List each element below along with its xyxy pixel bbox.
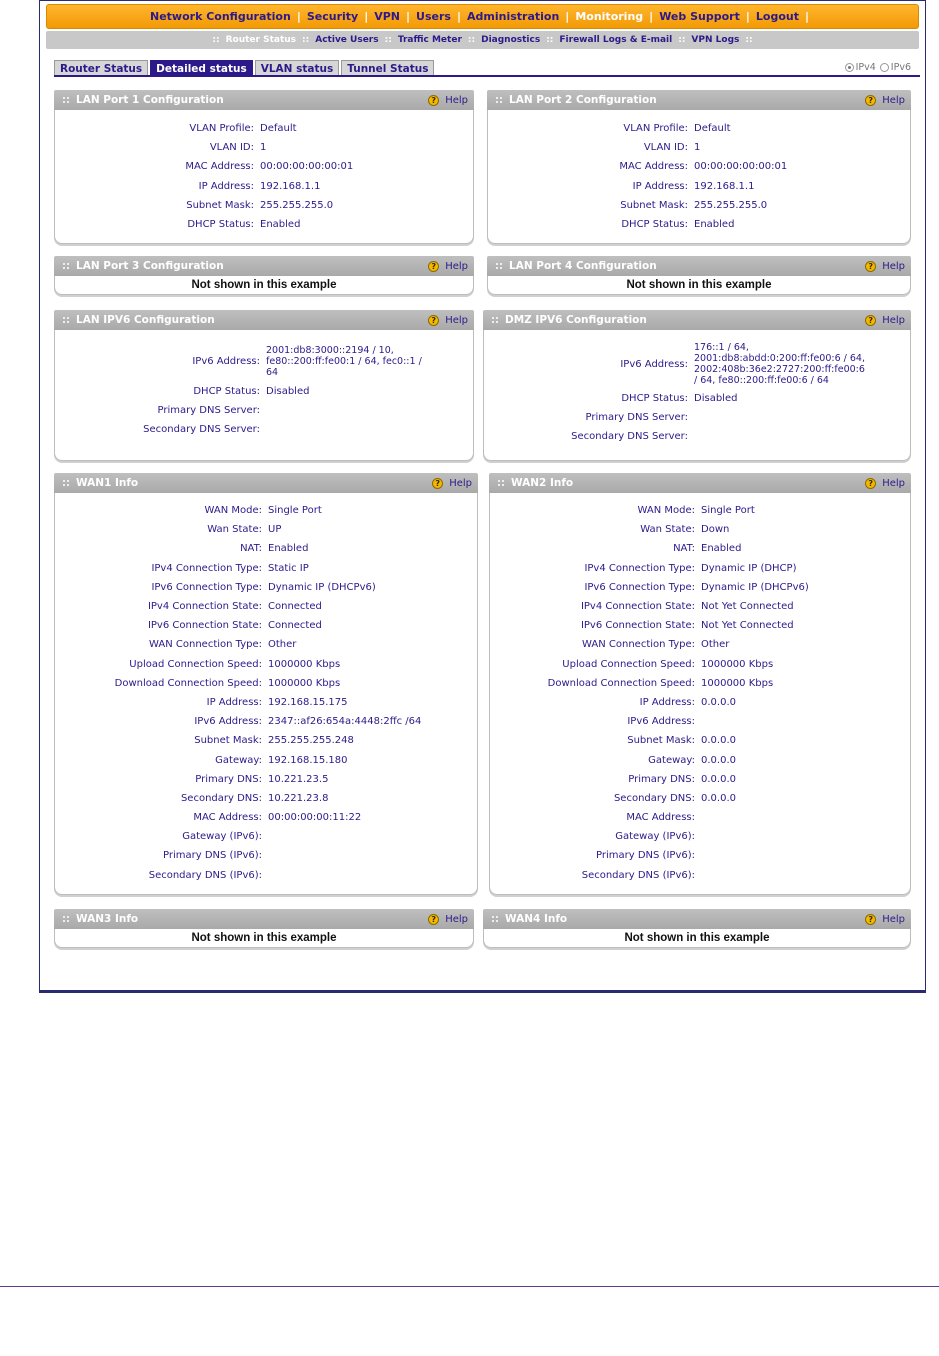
panel-header (487, 256, 911, 276)
wan2-info-panel (489, 473, 911, 895)
field-row-primary-dns-ipv6 (490, 846, 910, 865)
field-label: Secondary DNS Server: (571, 431, 688, 443)
field-row-dhcp-status (55, 215, 473, 234)
field-label: Gateway (IPv6): (182, 831, 262, 843)
field-row-subnet-mask (55, 196, 473, 215)
field-value: Dynamic IP (DHCPv6) (268, 581, 376, 593)
panel-title: LAN Port 4 Configuration (509, 260, 657, 272)
help-icon: ? (865, 261, 876, 272)
field-value: Dynamic IP (DHCPv6) (701, 581, 809, 593)
panel-body (483, 330, 911, 461)
field-label: IP Address: (639, 696, 695, 708)
field-label: MAC Address: (193, 812, 262, 824)
field-row-nat (490, 539, 910, 558)
field-label: Subnet Mask: (194, 735, 262, 747)
panel-header (487, 90, 911, 110)
field-value: 255.255.255.248 (268, 735, 354, 747)
panel-body (489, 493, 911, 895)
field-row-ipv4-connection-state (55, 597, 477, 616)
field-value: Enabled (268, 543, 309, 555)
field-label: WAN Connection Type: (149, 639, 262, 651)
field-value: 0.0.0.0 (701, 696, 736, 708)
subnav-router-status[interactable]: Router Status (225, 35, 297, 45)
panel-body (54, 110, 474, 244)
field-row-dhcp-status (488, 215, 910, 234)
field-label: IPv6 Connection State: (147, 620, 262, 632)
lan-ipv6-panel (54, 310, 474, 461)
subnav-traffic-meter[interactable]: Traffic Meter (397, 35, 462, 45)
field-row-ip-address (55, 693, 477, 712)
grip-icon (62, 96, 70, 104)
nav-monitoring[interactable]: Monitoring (575, 10, 644, 23)
field-row-wan-connection-type (55, 635, 477, 654)
wan4-info-panel (483, 909, 911, 948)
panel-body (54, 493, 478, 895)
field-row-primary-dns (55, 770, 477, 789)
subnav-separator: :: (302, 35, 310, 45)
field-row-primary-dns (490, 770, 910, 789)
field-value: Enabled (701, 543, 742, 555)
field-label: Secondary DNS Server: (143, 424, 260, 436)
field-value: 1 (694, 142, 701, 154)
field-row-ipv4-connection-state (490, 597, 910, 616)
field-value: Down (701, 524, 730, 536)
nav-separator: | (456, 10, 461, 23)
panel-header (54, 909, 474, 929)
field-value: UP (268, 524, 282, 536)
field-row-subnet-mask (488, 196, 910, 215)
nav-separator: | (745, 10, 750, 23)
ipv6-radio-label: IPv6 (890, 62, 911, 73)
field-value: 2347::af26:654a:4448:2ffc /64 (268, 716, 422, 728)
field-row-primary-dns-server (484, 408, 910, 427)
ipv6-address-row (55, 345, 473, 382)
help-icon: ? (428, 95, 439, 106)
help-link[interactable]: ? Help (428, 315, 468, 326)
field-value: 00:00:00:00:11:22 (268, 812, 362, 824)
field-label: MAC Address: (626, 812, 695, 824)
field-value: Other (701, 639, 730, 651)
panel-title: WAN3 Info (76, 913, 139, 925)
panel-title: LAN Port 1 Configuration (76, 94, 224, 106)
nav-users[interactable]: Users (416, 10, 451, 23)
not-shown-note: Not shown in this example (54, 276, 474, 295)
lan-port-2-panel (487, 90, 911, 244)
help-link[interactable]: ? Help (865, 914, 905, 925)
field-value: 1000000 Kbps (268, 658, 341, 670)
field-label: WAN Mode: (637, 505, 695, 517)
not-shown-note: Not shown in this example (483, 929, 911, 948)
field-label: IPv4 Connection State: (147, 601, 262, 613)
field-label: Gateway: (215, 754, 262, 766)
field-row-mac-address (55, 157, 473, 176)
nav-separator: | (804, 10, 809, 23)
lan-port-1-panel (54, 90, 474, 244)
field-label: WAN Mode: (204, 505, 262, 517)
field-row-ipv6-connection-type (490, 578, 910, 597)
field-label: NAT: (673, 543, 695, 555)
router-ui-frame (39, 0, 926, 993)
field-label: MAC Address: (185, 161, 254, 173)
grip-icon (495, 262, 503, 270)
lan-port-3-panel (54, 256, 474, 295)
dmz-ipv6-panel (483, 310, 911, 461)
field-label: VLAN Profile: (623, 123, 688, 135)
field-label: Upload Connection Speed: (129, 658, 262, 670)
panel-header (489, 473, 911, 493)
field-row-vlan-id (55, 138, 473, 157)
help-link[interactable]: ? Help (428, 95, 468, 106)
field-row-secondary-dns (55, 789, 477, 808)
field-row-wan-mode (55, 501, 477, 520)
wan3-info-panel (54, 909, 474, 948)
field-label: IPv4 Connection State: (580, 601, 695, 613)
field-row-primary-dns-server (55, 401, 473, 420)
help-link[interactable]: ? Help (865, 95, 905, 106)
subnav-active-users[interactable]: Active Users (315, 35, 379, 45)
help-icon: ? (865, 315, 876, 326)
panel-title: WAN2 Info (511, 477, 574, 489)
help-icon: ? (428, 261, 439, 272)
sub-navigation (46, 31, 919, 49)
field-row-ip-address (488, 177, 910, 196)
field-value: Not Yet Connected (701, 620, 794, 632)
field-value: 0.0.0.0 (701, 792, 736, 804)
field-value: Enabled (260, 219, 301, 231)
field-value: Connected (268, 601, 322, 613)
field-label: Primary DNS: (628, 773, 695, 785)
field-label: Upload Connection Speed: (562, 658, 695, 670)
field-row-ipv4-connection-type (55, 559, 477, 578)
not-shown-note: Not shown in this example (487, 276, 911, 295)
ip-version-toggle (841, 62, 911, 73)
field-row-gateway-ipv6 (490, 827, 910, 846)
subnav-separator: :: (546, 35, 554, 45)
help-icon: ? (865, 478, 876, 489)
field-label: Secondary DNS: (180, 792, 262, 804)
field-row-gateway-ipv6 (55, 827, 477, 846)
help-link[interactable]: ? Help (428, 914, 468, 925)
field-value: 10.221.23.8 (268, 792, 329, 804)
help-link[interactable]: ? Help (428, 261, 468, 272)
panel-title: LAN Port 2 Configuration (509, 94, 657, 106)
help-link[interactable]: ? Help (865, 315, 905, 326)
field-label: IP Address: (632, 180, 688, 192)
panel-header (54, 473, 478, 493)
panel-title: DMZ IPV6 Configuration (505, 314, 647, 326)
panel-header (54, 310, 474, 330)
field-value: 255.255.255.0 (694, 199, 768, 211)
tab-tunnel-status[interactable]: Tunnel Status (341, 60, 434, 77)
field-label: DHCP Status: (621, 393, 688, 405)
lan-port-4-panel (487, 256, 911, 295)
field-value: 10.221.23.5 (268, 773, 329, 785)
ipv6-radio[interactable] (880, 63, 889, 72)
field-row-wan-connection-type (490, 635, 910, 654)
field-label: DHCP Status: (621, 219, 688, 231)
subnav-separator: :: (212, 35, 220, 45)
field-value: Enabled (694, 219, 735, 231)
help-icon: ? (428, 315, 439, 326)
field-row-dhcp-status (55, 382, 473, 401)
help-icon: ? (865, 95, 876, 106)
field-label: Wan State: (640, 524, 695, 536)
grip-icon (62, 479, 70, 487)
field-value: Single Port (268, 505, 322, 517)
field-value: Other (268, 639, 297, 651)
tab-vlan-status[interactable]: VLAN status (255, 60, 340, 77)
field-row-gateway (55, 750, 477, 769)
field-row-upload-connection-speed (490, 655, 910, 674)
field-value: 1 (260, 142, 267, 154)
field-row-secondary-dns-server (484, 427, 910, 446)
field-label: IPv6 Connection Type: (151, 581, 262, 593)
help-link[interactable]: ? Help (432, 478, 472, 489)
subnav-vpn-logs[interactable]: VPN Logs (691, 35, 740, 45)
field-label: DHCP Status: (193, 386, 260, 398)
field-value: 192.168.1.1 (694, 180, 755, 192)
field-label: Primary DNS: (195, 773, 262, 785)
field-value: Disabled (694, 393, 738, 405)
field-value: 1000000 Kbps (701, 677, 774, 689)
field-row-nat (55, 539, 477, 558)
field-label: Download Connection Speed: (547, 677, 695, 689)
subnav-diagnostics[interactable]: Diagnostics (481, 35, 541, 45)
field-label: IPv6 Address: (192, 356, 260, 367)
field-value: Connected (268, 620, 322, 632)
panel-body (54, 330, 474, 461)
field-value: Dynamic IP (DHCP) (701, 562, 797, 574)
field-row-ipv6-connection-state (55, 616, 477, 635)
subnav-firewall-logs-e-mail[interactable]: Firewall Logs & E-mail (559, 35, 673, 45)
panel-body (487, 110, 911, 244)
field-label: IPv6 Connection State: (580, 620, 695, 632)
page-divider (0, 1286, 939, 1287)
field-label: Primary DNS Server: (585, 412, 688, 424)
field-label: Subnet Mask: (627, 735, 695, 747)
field-label: VLAN Profile: (189, 123, 254, 135)
wan1-info-panel (54, 473, 478, 895)
field-label: MAC Address: (619, 161, 688, 173)
field-row-wan-state (490, 520, 910, 539)
panel-title: WAN4 Info (505, 913, 568, 925)
field-row-subnet-mask (55, 731, 477, 750)
field-label: IPv4 Connection Type: (584, 562, 695, 574)
field-label: VLAN ID: (209, 142, 254, 154)
help-icon: ? (432, 478, 443, 489)
field-row-ip-address (55, 177, 473, 196)
panel-title: LAN Port 3 Configuration (76, 260, 224, 272)
field-row-mac-address (490, 808, 910, 827)
field-row-vlan-id (488, 138, 910, 157)
nav-separator: | (649, 10, 654, 23)
field-value: 192.168.15.180 (268, 754, 348, 766)
field-row-ipv4-connection-type (490, 559, 910, 578)
subnav-separator: :: (678, 35, 686, 45)
nav-vpn[interactable]: VPN (374, 10, 401, 23)
grip-icon (491, 915, 499, 923)
field-label: IPv6 Address: (194, 716, 262, 728)
nav-security[interactable]: Security (306, 10, 359, 23)
field-value: 0.0.0.0 (701, 754, 736, 766)
field-label: Wan State: (207, 524, 262, 536)
grip-icon (495, 96, 503, 104)
field-row-ipv6-address (490, 712, 910, 731)
subnav-separator: :: (467, 35, 476, 45)
field-row-mac-address (488, 157, 910, 176)
panel-header (54, 256, 474, 276)
field-label: IPv6 Address: (627, 716, 695, 728)
field-value: Default (260, 123, 297, 135)
field-label: Primary DNS Server: (157, 405, 260, 417)
field-label: Secondary DNS (IPv6): (148, 869, 262, 881)
help-icon: ? (428, 914, 439, 925)
field-value: 00:00:00:00:00:01 (694, 161, 788, 173)
subnav-separator: :: (745, 35, 753, 45)
grip-icon (62, 262, 70, 270)
field-label: WAN Connection Type: (582, 639, 695, 651)
field-value: 0.0.0.0 (701, 773, 736, 785)
field-value: 2001:db8:3000::2194 / 10, fe80::200:ff:fe00:1 / 64, fec0::1 / 64 (266, 345, 422, 378)
ipv6-rows (55, 382, 473, 440)
field-row-download-connection-speed (490, 674, 910, 693)
field-row-upload-connection-speed (55, 655, 477, 674)
field-label: Subnet Mask: (186, 199, 254, 211)
field-value: Single Port (701, 505, 755, 517)
help-icon: ? (865, 914, 876, 925)
ipv4-radio[interactable] (845, 63, 854, 72)
help-link[interactable]: ? Help (865, 261, 905, 272)
ipv6-rows (484, 389, 910, 447)
field-row-ipv6-connection-state (490, 616, 910, 635)
field-row-secondary-dns-server (55, 420, 473, 439)
tab-router-status[interactable]: Router Status (54, 60, 148, 77)
nav-logout[interactable]: Logout (755, 10, 799, 23)
field-label: IP Address: (206, 696, 262, 708)
field-value: Disabled (266, 386, 310, 398)
field-label: DHCP Status: (187, 219, 254, 231)
ipv4-radio-label: IPv4 (855, 62, 876, 73)
field-label: IPv6 Connection Type: (584, 581, 695, 593)
field-label: Download Connection Speed: (114, 677, 262, 689)
field-value: 192.168.15.175 (268, 696, 348, 708)
panel-header (54, 90, 474, 110)
field-label: Gateway: (648, 754, 695, 766)
field-label: IP Address: (198, 180, 254, 192)
field-row-vlan-profile (55, 119, 473, 138)
field-row-ipv6-address (55, 712, 477, 731)
field-row-ipv6-connection-type (55, 578, 477, 597)
field-label: Secondary DNS (IPv6): (581, 869, 695, 881)
nav-administration[interactable]: Administration (467, 10, 560, 23)
grip-icon (491, 316, 499, 324)
field-label: Subnet Mask: (620, 199, 688, 211)
field-value: 00:00:00:00:00:01 (260, 161, 354, 173)
field-label: Primary DNS (IPv6): (596, 850, 695, 862)
field-row-subnet-mask (490, 731, 910, 750)
help-link[interactable]: ? Help (865, 478, 905, 489)
grip-icon (62, 316, 70, 324)
field-value: 176::1 / 64, 2001:db8:abdd:0:200:ff:fe00:6 / 64, 2002:408b:36e2:2727:200:ff:fe00:6 / 64, fe80::200:ff:fe00:6 / 64 (694, 342, 865, 386)
nav-separator: | (296, 10, 301, 23)
field-label: NAT: (240, 543, 262, 555)
subnav-separator: :: (384, 35, 392, 45)
field-row-primary-dns-ipv6 (55, 846, 477, 865)
field-value: 192.168.1.1 (260, 180, 321, 192)
field-label: IPv4 Connection Type: (151, 562, 262, 574)
field-label: Gateway (IPv6): (615, 831, 695, 843)
field-row-wan-mode (490, 501, 910, 520)
field-label: Secondary DNS: (613, 792, 695, 804)
not-shown-note: Not shown in this example (54, 929, 474, 948)
field-label: VLAN ID: (643, 142, 688, 154)
field-row-vlan-profile (488, 119, 910, 138)
field-value: Not Yet Connected (701, 601, 794, 613)
nav-separator: | (565, 10, 570, 23)
panel-header (483, 310, 911, 330)
field-row-secondary-dns-ipv6 (55, 866, 477, 885)
field-label: IPv6 Address: (620, 358, 688, 370)
field-value: Static IP (268, 562, 309, 574)
field-value: 255.255.255.0 (260, 199, 334, 211)
tab-underline (54, 75, 920, 77)
field-value: 0.0.0.0 (701, 735, 736, 747)
field-value: 1000000 Kbps (268, 677, 341, 689)
panel-header (483, 909, 911, 929)
nav-web-support[interactable]: Web Support (659, 10, 740, 23)
grip-icon (62, 915, 70, 923)
grip-icon (497, 479, 505, 487)
field-row-gateway (490, 750, 910, 769)
field-row-secondary-dns (490, 789, 910, 808)
tab-detailed-status[interactable]: Detailed status (150, 60, 253, 77)
field-value: Default (694, 123, 731, 135)
top-navigation (46, 4, 919, 29)
panel-title: LAN IPV6 Configuration (76, 314, 215, 326)
ipv6-address-row (484, 342, 910, 389)
field-row-secondary-dns-ipv6 (490, 866, 910, 885)
field-row-wan-state (55, 520, 477, 539)
field-row-dhcp-status (484, 389, 910, 408)
field-row-mac-address (55, 808, 477, 827)
field-row-ip-address (490, 693, 910, 712)
panel-title: WAN1 Info (76, 477, 139, 489)
field-label: Primary DNS (IPv6): (163, 850, 262, 862)
field-row-download-connection-speed (55, 674, 477, 693)
field-value: 1000000 Kbps (701, 658, 774, 670)
nav-network-configuration[interactable]: Network Configuration (150, 10, 291, 23)
nav-separator: | (406, 10, 411, 23)
nav-separator: | (364, 10, 369, 23)
